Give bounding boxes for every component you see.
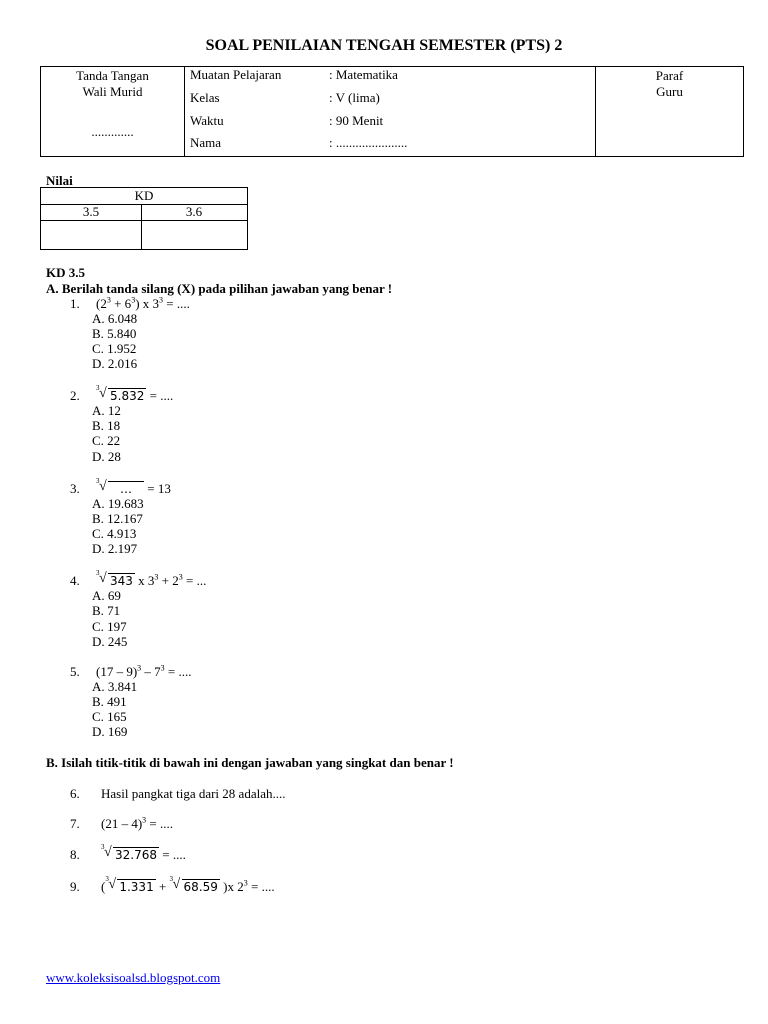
q2-option-c[interactable]: C. 22 — [92, 433, 121, 448]
teacher-signature-cell — [595, 67, 743, 156]
q2-number: 2. — [70, 388, 80, 403]
q7-expression: (21 – 4)$^3$ = .... — [101, 815, 174, 831]
label-subject: Muatan Pelajaran — [190, 67, 282, 82]
q5-option-c[interactable]: C. 165 — [92, 709, 127, 724]
teacher-sign-label-1: Paraf — [655, 68, 684, 83]
value-time: : 90 Menit — [329, 113, 384, 128]
q5-number: 5. — [70, 664, 80, 679]
q2-option-b[interactable]: B. 18 — [92, 418, 121, 433]
q2-option-a[interactable]: A. 12 — [92, 403, 121, 418]
q1-number: 1. — [70, 296, 80, 311]
cube-root: 3 √ 32.768 — [101, 843, 157, 862]
value-name: : ...................... — [329, 135, 408, 150]
nilai-label: Nilai — [46, 173, 73, 188]
q3-option-b[interactable]: B. 12.167 — [92, 511, 143, 526]
q2-option-d[interactable]: D. 28 — [92, 449, 121, 464]
q1-expression: $(2^3 + 6^3)$ x $3^3$ = .... — [96, 295, 190, 311]
footer-website-link[interactable]: www.koleksisoalsd.blogspot.com — [46, 970, 221, 985]
q9-expression: ( 3 √ 1.331 + 3 √ 68.59 )x $2^3$ = .... — [101, 875, 275, 894]
page-title: SOAL PENILAIAN TENGAH SEMESTER (PTS) 2 — [205, 37, 563, 54]
q4-option-d[interactable]: D. 245 — [92, 634, 128, 649]
q1-option-d[interactable]: D. 2.016 — [92, 356, 138, 371]
q5-option-d[interactable]: D. 169 — [92, 724, 128, 739]
q9-number: 9. — [70, 879, 80, 894]
q5-expression: $(17 - 9)^3 - 7^3$ = .... — [96, 663, 192, 679]
parent-signature-cell — [41, 67, 185, 156]
section-a-instruction: A. Berilah tanda silang (X) pada pilihan jawaban yang benar ! — [46, 281, 393, 296]
q3-option-d[interactable]: D. 2.197 — [92, 541, 138, 556]
cube-root: 3 √ … — [96, 481, 144, 497]
q4-option-a[interactable]: A. 69 — [92, 588, 121, 603]
q3-option-c[interactable]: C. 4.913 — [92, 526, 137, 541]
teacher-sign-label-2: Guru — [656, 84, 683, 99]
value-subject: : Matematika — [329, 67, 398, 82]
parent-sign-label-1: Tanda Tangan — [76, 68, 149, 83]
q3-option-a[interactable]: A. 19.683 — [92, 496, 144, 511]
parent-sign-label-2: Wali Murid — [82, 84, 143, 99]
label-time: Waktu — [190, 113, 224, 128]
cube-root: 3 √ 1.331 — [105, 875, 154, 894]
score-table — [40, 187, 248, 250]
score-col-3-6: 3.6 — [185, 204, 203, 219]
header-table — [40, 66, 744, 157]
q2-expression: 3 √ 5.832 = .... — [96, 384, 174, 403]
score-table-divider — [141, 204, 142, 250]
cube-root: 3 √ 343 — [96, 569, 133, 588]
q4-option-c[interactable]: C. 197 — [92, 619, 127, 634]
q4-number: 4. — [70, 573, 80, 588]
label-name: Nama — [190, 135, 222, 150]
cube-root: 3 √ 68.59 — [169, 875, 218, 894]
q1-option-c[interactable]: C. 1.952 — [92, 341, 137, 356]
label-class: Kelas — [190, 90, 220, 105]
cube-root: 3 √ 5.832 — [96, 384, 145, 403]
q5-option-a[interactable]: A. 3.841 — [92, 679, 138, 694]
q8-expression: 3 √ 32.768 = .... — [101, 843, 186, 862]
q4-option-b[interactable]: B. 71 — [92, 603, 121, 618]
q5-option-b[interactable]: B. 491 — [92, 694, 127, 709]
score-table-kd-header: KD — [41, 188, 247, 205]
q4-expression: 3 √ 343 x $3^3 + 2^3$ = ... — [96, 569, 207, 588]
q6-number: 6. — [70, 786, 80, 801]
parent-sign-dots: ............. — [91, 124, 134, 139]
section-b-instruction: B. Isilah titik-titik di bawah ini dengan jawaban yang singkat dan benar ! — [46, 755, 454, 770]
q1-option-a[interactable]: A. 6.048 — [92, 311, 138, 326]
q6-text: Hasil pangkat tiga dari 28 adalah.... — [101, 786, 286, 801]
score-col-3-5: 3.5 — [82, 204, 100, 219]
score-table-subheader — [41, 204, 247, 221]
q3-number: 3. — [70, 481, 80, 496]
q7-number: 7. — [70, 816, 80, 831]
section-kd-heading: KD 3.5 — [46, 265, 85, 280]
value-class: : V (lima) — [329, 90, 380, 105]
q1-option-b[interactable]: B. 5.840 — [92, 326, 137, 341]
q8-number: 8. — [70, 847, 80, 862]
q3-expression: 3 √ … = 13 — [96, 477, 171, 496]
